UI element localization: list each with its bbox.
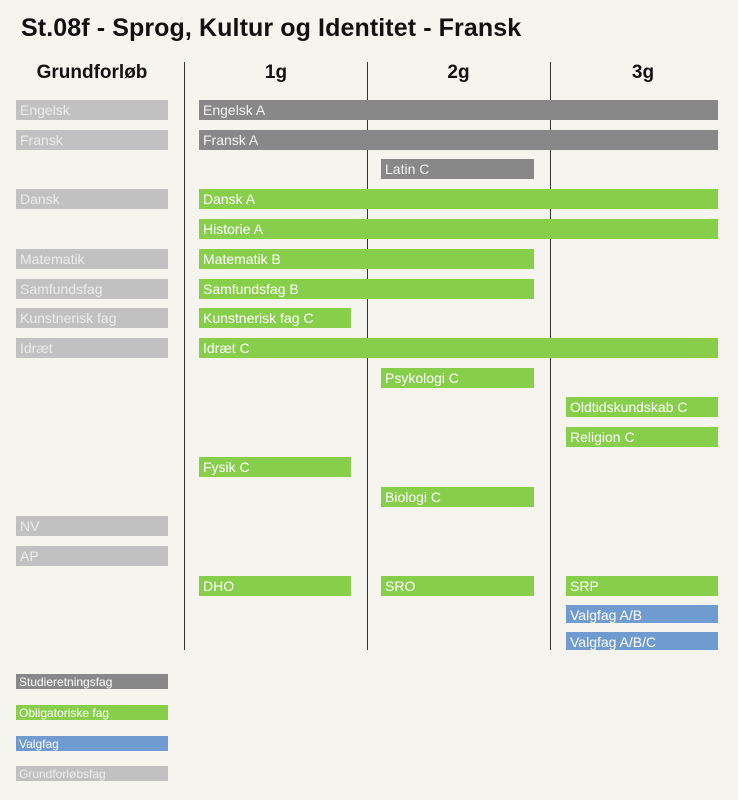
course-samfundsfag-b: Samfundsfag B [199, 279, 534, 299]
course-latin-c: Latin C [381, 159, 534, 179]
course-valgfag-ab: Valgfag A/B [566, 605, 718, 623]
gf-nv: NV [16, 516, 168, 536]
gf-engelsk: Engelsk [16, 100, 168, 120]
legend-valgfag: Valgfag [16, 736, 168, 751]
gf-kunstnerisk-fag: Kunstnerisk fag [16, 308, 168, 328]
gf-ap: AP [16, 546, 168, 566]
course-valgfag-abc: Valgfag A/B/C [566, 632, 718, 650]
column-header-grundforloeb: Grundforløb [36, 62, 148, 83]
course-oldtidskundskab-c: Oldtidskundskab C [566, 397, 718, 417]
course-idraet-c: Idræt C [199, 338, 718, 358]
gf-dansk: Dansk [16, 189, 168, 209]
legend-studieretningsfag: Studieretningsfag [16, 674, 168, 689]
course-biologi-c: Biologi C [381, 487, 534, 507]
course-religion-c: Religion C [566, 427, 718, 447]
column-header-1g: 1g [264, 62, 288, 83]
course-kunstnerisk-fag-c: Kunstnerisk fag C [199, 308, 351, 328]
gf-fransk: Fransk [16, 130, 168, 150]
legend-grundforloebsfag: Grundforløbsfag [16, 766, 168, 781]
course-fransk-a: Fransk A [199, 130, 718, 150]
gf-matematik: Matematik [16, 249, 168, 269]
course-dansk-a: Dansk A [199, 189, 718, 209]
gf-idraet: Idræt [16, 338, 168, 358]
course-sro: SRO [381, 576, 534, 596]
course-matematik-b: Matematik B [199, 249, 534, 269]
divider-1g [184, 62, 185, 650]
column-header-2g: 2g [447, 62, 470, 83]
page-title: St.08f - Sprog, Kultur og Identitet - Fransk [21, 14, 522, 42]
course-srp: SRP [566, 576, 718, 596]
gf-samfundsfag: Samfundsfag [16, 279, 168, 299]
course-psykologi-c: Psykologi C [381, 368, 534, 388]
course-dho: DHO [199, 576, 351, 596]
course-fysik-c: Fysik C [199, 457, 351, 477]
course-engelsk-a: Engelsk A [199, 100, 718, 120]
course-historie-a: Historie A [199, 219, 718, 239]
legend-obligatoriske-fag: Obligatoriske fag [16, 705, 168, 720]
column-header-3g: 3g [631, 62, 655, 83]
